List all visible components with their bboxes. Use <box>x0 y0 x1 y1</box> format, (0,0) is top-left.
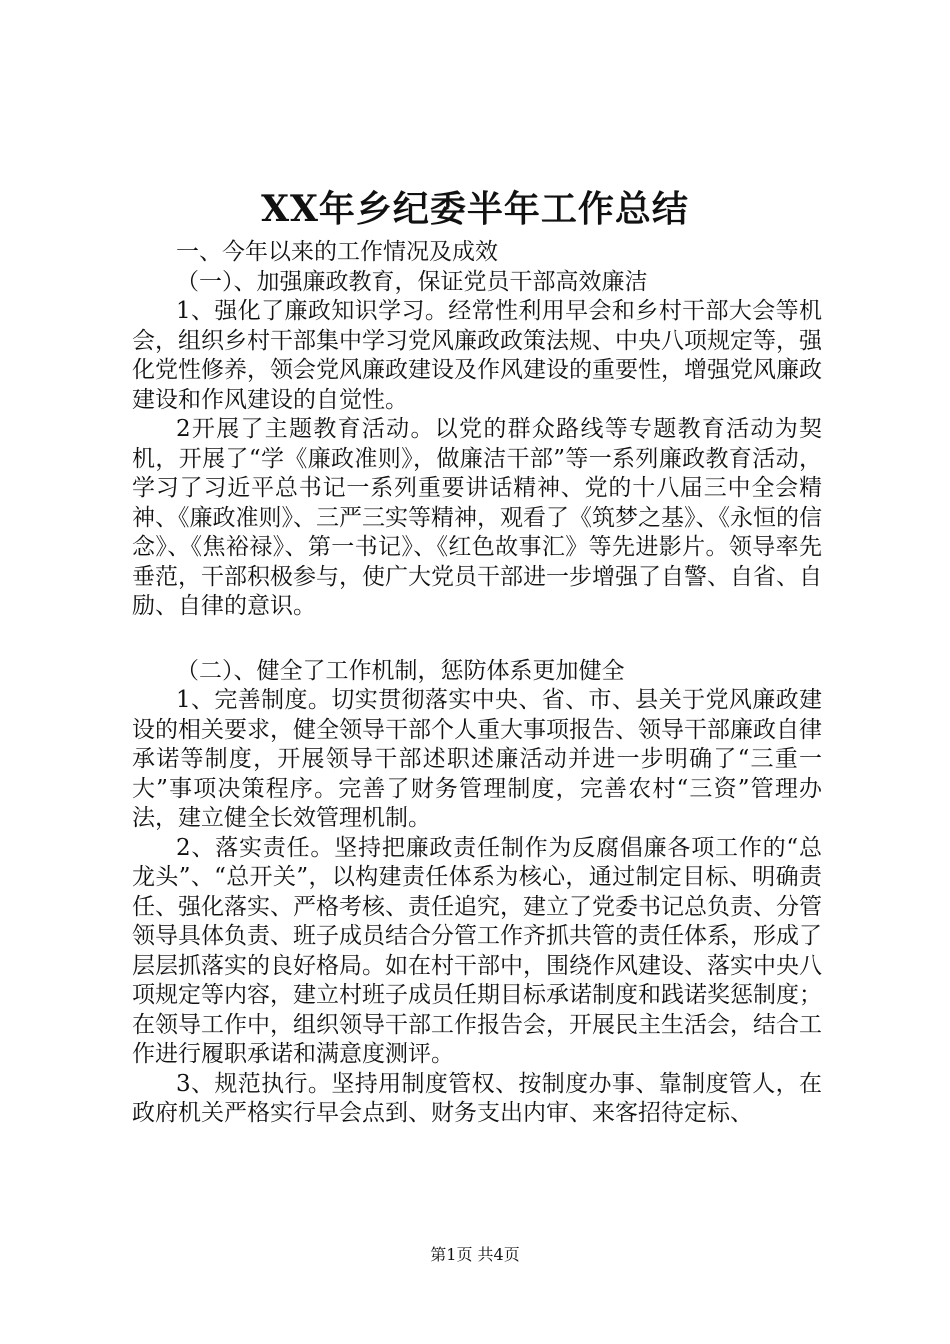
body-paragraph: 2开展了主题教育活动。以党的群众路线等专题教育活动为契机，开展了“学《廉政准则》，做廉洁干部”等一系列廉政教育活动，学习了习近平总书记一系列重要讲话精神、党的十八届三中全会精神、《廉政准则》、三严三实等精神，观看了《筑梦之基》、《永恒的信念》、《焦裕禄》、第一书记》、《红色故事汇》等先进影片。领导率先垂范，干部积极参与，使广大党员干部进一步增强了自警、自省、自励、自律的意识。 <box>132 416 822 619</box>
paragraph-spacer <box>132 622 822 657</box>
body-paragraph: 2、落实责任。坚持把廉政责任制作为反腐倡廉各项工作的“总龙头”、“总开关”，以构建责任体系为核心，通过制定目标、明确责任、强化落实、严格考核、责任追究，建立了党委书记总负责、分管领导具体负责、班子成员结合分管工作齐抓共管的责任体系，形成了层层抓落实的良好格局。如在村干部中，围绕作风建设、落实中央八项规定等内容，建立村班子成员任期目标承诺制度和践诺奖惩制度；在领导工作中，组织领导干部工作报告会，开展民主生活会，结合工作进行履职承诺和满意度测评。 <box>132 834 822 1067</box>
page-footer: 第1页 共4页 <box>430 1245 520 1264</box>
subsection-heading: （一）、加强廉政教育，保证党员干部高效廉洁 <box>176 268 648 295</box>
subsection-heading: （二）、健全了工作机制，惩防体系更加健全 <box>176 657 625 684</box>
body-paragraph: 3、规范执行。坚持用制度管权、按制度办事、靠制度管人，在政府机关严格实行早会点到、财务支出内审、来客招待定标、 <box>132 1070 822 1126</box>
section-heading: 一、今年以来的工作情况及成效 <box>176 239 498 265</box>
body-paragraph: 1、完善制度。切实贯彻落实中央、省、市、县关于党风廉政建设的相关要求，健全领导干部个人重大事项报告、领导干部廉政自律承诺等制度，开展领导干部述职述廉活动并进一步明确了“三重一大”事项决策程序。完善了财务管理制度，完善农村“三资”管理办法，建立健全长效管理机制。 <box>132 687 822 831</box>
body-paragraph: 1、强化了廉政知识学习。经常性利用早会和乡村干部大会等机会，组织乡村干部集中学习党风廉政政策法规、中央八项规定等，强化党性修养，领会党风廉政建设及作风建设的重要性，增强党风廉政建设和作风建设的自觉性。 <box>132 298 822 413</box>
document-title: XX年乡纪委半年工作总结 <box>261 188 689 230</box>
document-body <box>132 238 822 1129</box>
